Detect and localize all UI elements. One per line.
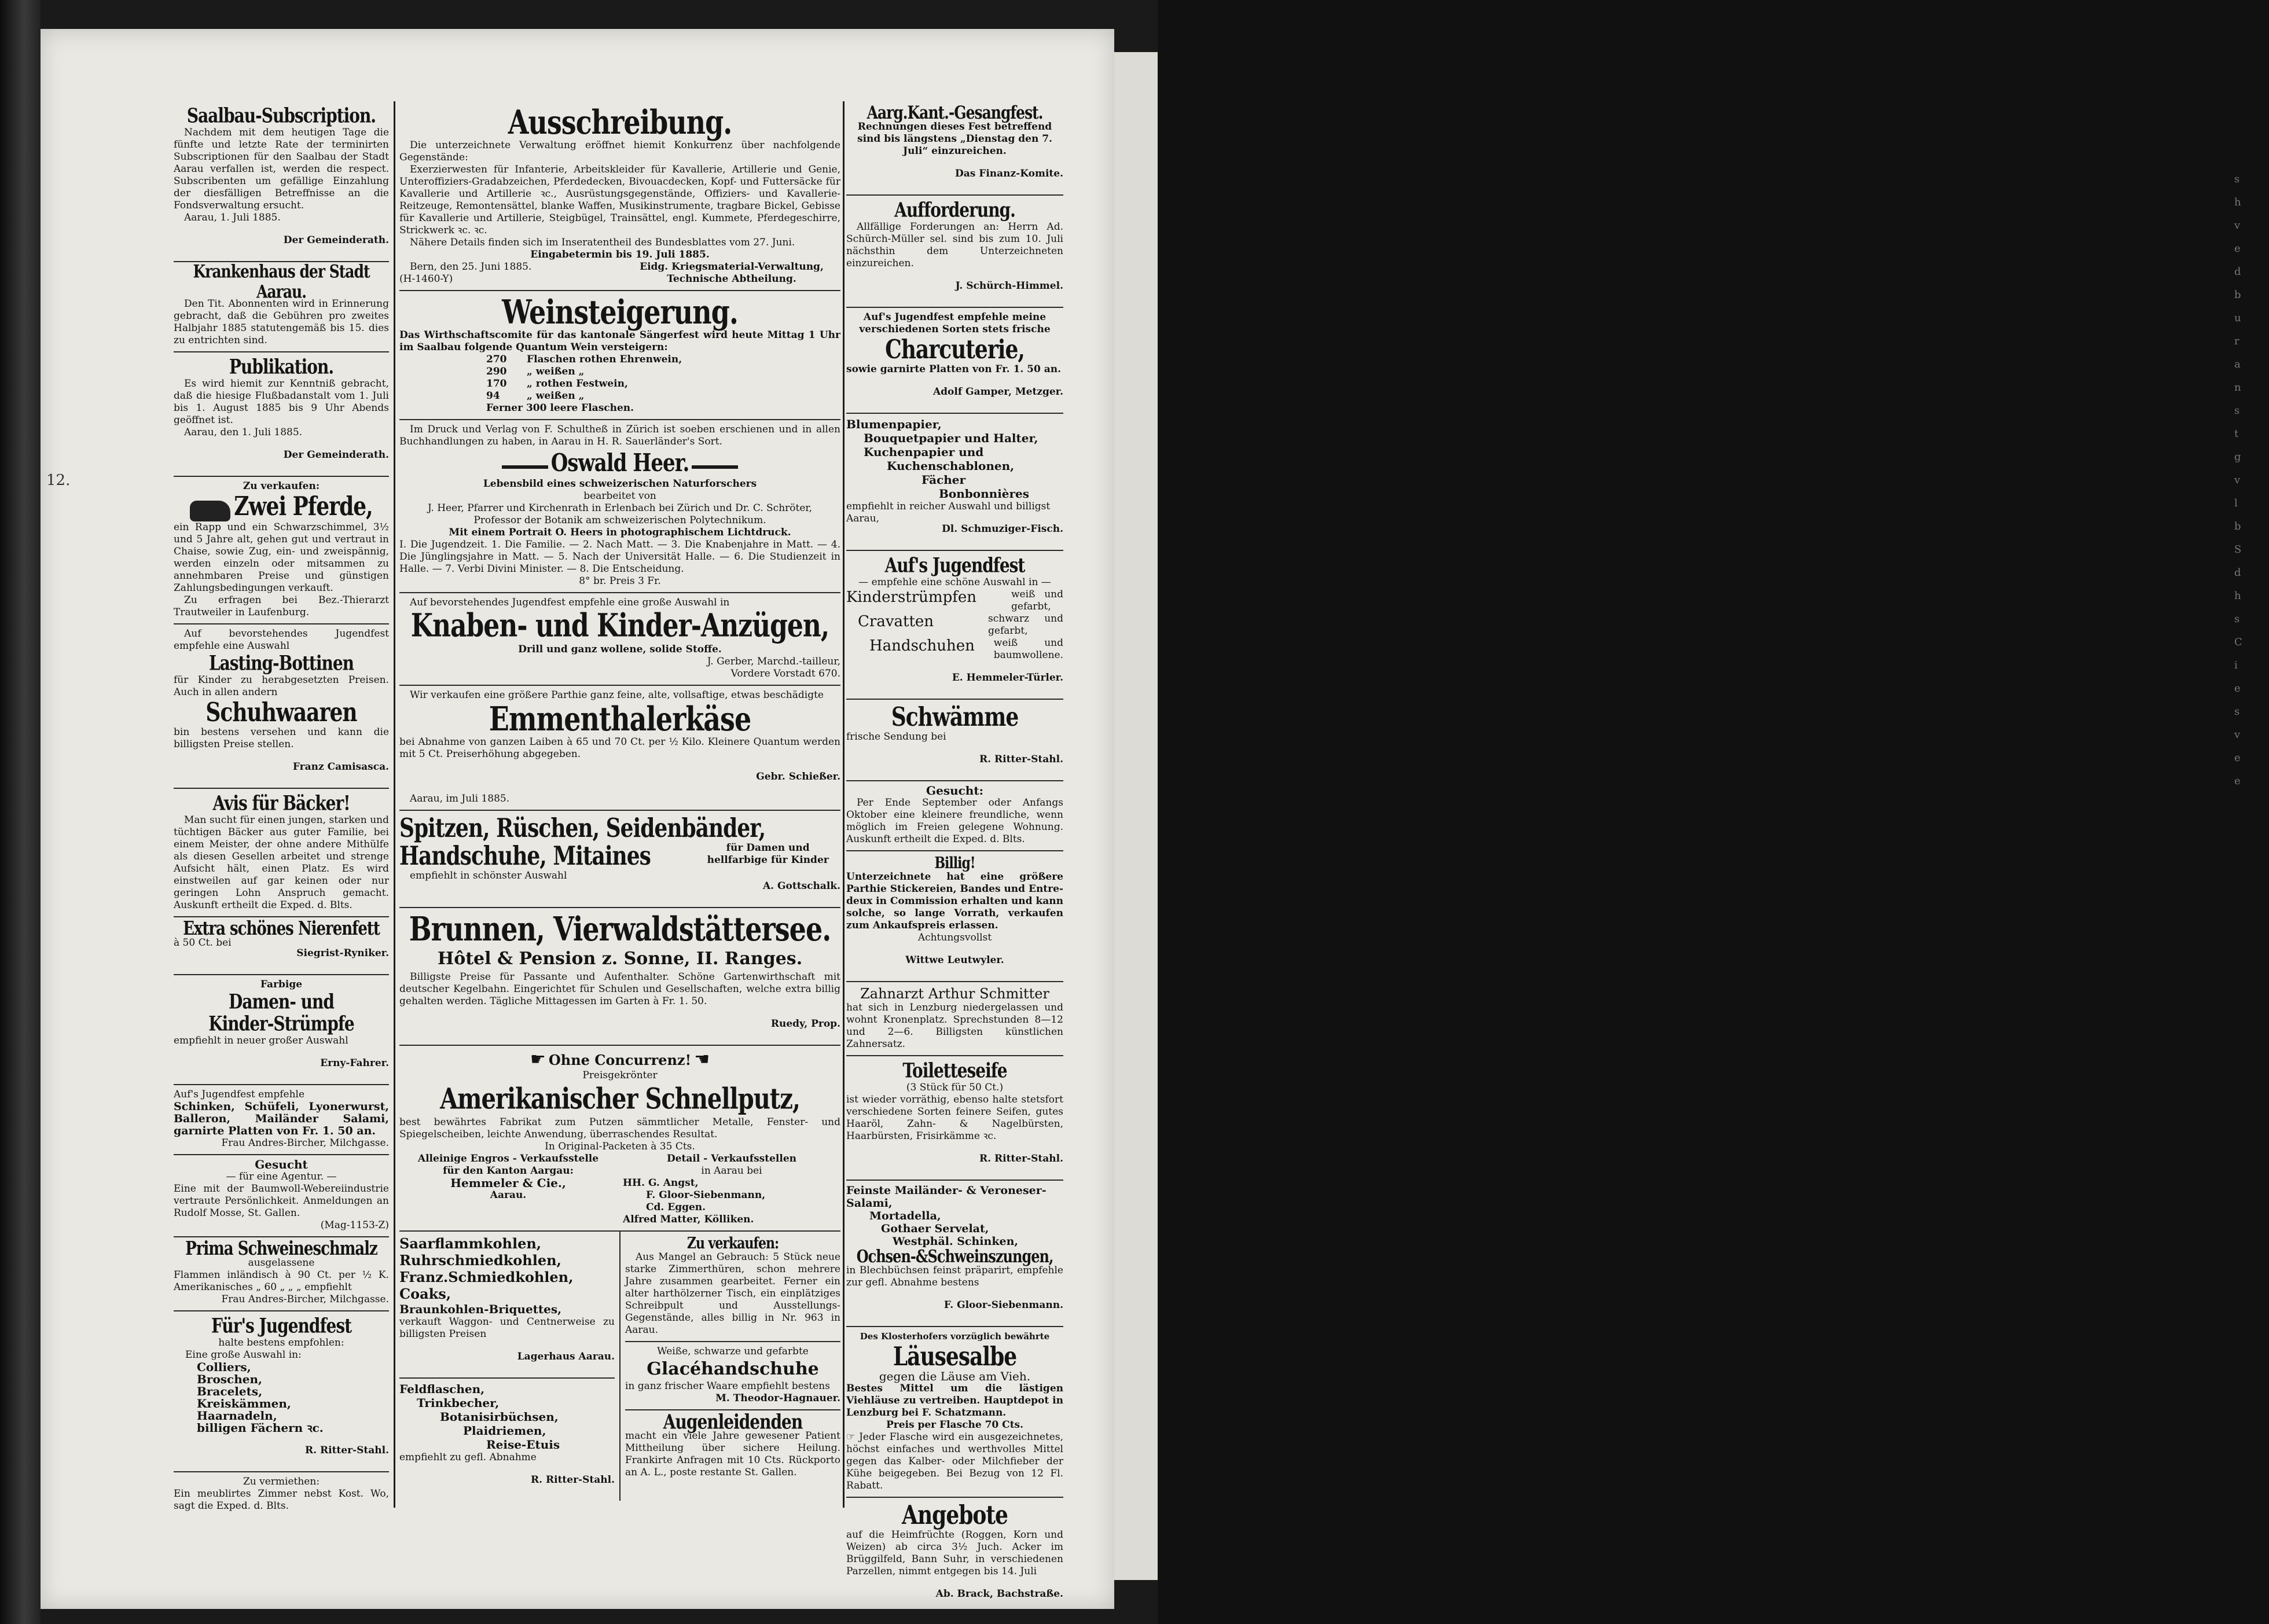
ad-vendor-line: Cd. Eggen.	[646, 1202, 706, 1213]
ad-zu-verkaufen	[625, 1232, 840, 1342]
ad-title: Extra schönes Nierenfett	[183, 917, 380, 940]
ad-signature: Der Gemeinderath.	[283, 449, 389, 461]
ad-ref: (H-1460-Y)	[399, 273, 453, 285]
edge-fragment: e	[2234, 243, 2241, 255]
ad-contents: I. Die Jugendzeit. 1. Die Familie. — 2. Nach Matt. — 3. Die Knabenjahre in Matt. — 4. Die Jünglingsjahre in Matt. — 5. Nach der Universität Halle. — 6. Die Studienzeit in Halle. — 7. Verbi Divini Minister. — 8. Die Entscheidung.	[399, 539, 840, 575]
ad-title: Glacéhandschuhe	[647, 1359, 819, 1379]
ad-vendor-line: für den Kanton Aargau:	[443, 1165, 574, 1177]
ad-signature: R. Ritter-Stahl.	[531, 1474, 615, 1486]
ad-schnellputz	[399, 1046, 840, 1232]
pointing-hand-left-icon: ☚	[694, 1049, 710, 1070]
ad-signature: J. Schürch-Himmel.	[955, 280, 1063, 292]
ad-signature: Lagerhaus Aarau.	[517, 1351, 615, 1362]
ad-pre: Auf bevorstehendes Jugendfest empfehle eine Auswahl	[174, 627, 389, 652]
wine-qty: 290	[486, 366, 507, 377]
ad-title: Zu verkaufen:	[686, 1233, 779, 1253]
product-note: weiß und gefarbt,	[1011, 589, 1063, 612]
ad-intro: Im Druck und Verlag von F. Schultheß in Zürich ist soeben erschienen und in allen Buchhandlungen zu haben, in Aarau in H. R. Sauerländer's Sort.	[399, 424, 840, 447]
ad-body: frische Sendung bei	[846, 731, 946, 743]
ad-emmenthaler	[399, 686, 840, 811]
ad-title: Auf's Jugendfest	[884, 553, 1025, 577]
ad-vendor-line: in Aarau bei	[701, 1165, 762, 1177]
product-name: Kinderstrümpfen	[846, 589, 976, 606]
ad-angebote	[846, 1498, 1063, 1615]
ad-pre: ausgelassene	[248, 1256, 315, 1269]
ad-title: Ochsen-&Schweinszungen,	[856, 1245, 1053, 1267]
edge-fragment: v	[2234, 219, 2241, 232]
ad-title: Augenleidenden	[663, 1409, 803, 1434]
edge-fragment: e	[2234, 752, 2241, 764]
ad-place: Aarau, den 1. Juli 1885.	[184, 427, 303, 438]
ad-title-2: Handschuhe, Mitaines	[399, 840, 651, 872]
list-item: Eine große Auswahl in:	[185, 1349, 302, 1361]
ad-sub: Hôtel & Pension z. Sonne, II. Ranges.	[437, 949, 803, 969]
ad-detail: Nähere Details finden sich im Inseratentheil des Bundesblattes vom 27. Juni.	[410, 237, 795, 248]
ad-title-2: Kinder-Strümpfe	[208, 1011, 354, 1035]
ad-signature: Gebr. Schießer.	[756, 771, 840, 782]
ad-body: Exerzierwesten für Infanterie, Arbeitskleider für Kavallerie, Artillerie und Genie, Unteroffiziers-Gradabzeichen, Pferdedecken, Bivouacdecken, Kopf- und Futtersäcke für Kavallerie und Artillerie ꝛc., Ausrüstungsgegenstände, Offiziers- und Kavallerie-Reitzeuge, Remontensättel, blanke Waffen, Musikinstrumente, tragbare Bickel, Gebisse für Kavallerie und Artillerie, Steigbügel, Trainsättel, engl. Kummete, Pferdegeschirre, Strickwerk ꝛc. ꝛc.	[399, 164, 840, 236]
ad-vendor-line: Hemmeler & Cie.,	[450, 1176, 566, 1190]
ad-title: Schwämme	[891, 701, 1019, 733]
ad-title: Läusesalbe	[893, 1341, 1017, 1372]
ad-price: 8° br. Preis 3 Fr.	[579, 575, 661, 587]
ad-body: empfiehlt zu gefl. Abnahme	[399, 1452, 537, 1463]
ad-body: Bestes Mittel um die lästigen Viehläuse zu vertreiben. Hauptdepot in Lenzburg bei F. Schatzmann.	[846, 1383, 1063, 1419]
edge-fragment: b	[2234, 289, 2241, 301]
pointing-hand-icon: ☞	[846, 1431, 856, 1443]
edge-fragment: a	[2234, 358, 2241, 370]
ad-signature: A. Gottschalk.	[762, 880, 840, 892]
ad-knaben-anzuege	[399, 593, 840, 686]
ad-struempfe	[174, 975, 389, 1085]
ad-weinsteigerung	[399, 291, 840, 420]
ad-body: best bewährtes Fabrikat zum Putzen sämmtlicher Metalle, Fenster- und Spiegelscheiben, leichte Anwendung, überraschendes Resultat.	[399, 1116, 840, 1140]
product-note: schwarz und gefarbt,	[988, 613, 1063, 637]
ad-body: Es wird hiemit zur Kenntniß gebracht, daß die hiesige Flußbadanstalt vom 1. Juli bis 1. August 1885 bis 9 Uhr Abends geöffnet ist.	[174, 378, 389, 426]
edge-fragment: i	[2234, 659, 2238, 671]
ad-salami	[846, 1181, 1063, 1327]
ad-nierenfett	[174, 917, 389, 975]
edge-fragment: v	[2234, 474, 2241, 486]
ad-gesucht-wohnung	[846, 781, 1063, 851]
edge-fragment: v	[2234, 729, 2241, 741]
column-left	[174, 101, 389, 1512]
ad-body: Billigste Preise für Passante und Aufenthalter. Schöne Gartenwirthschaft mit deutscher Kegelbahn. Eingerichtet für Schulen und Gesellschaften, welche extra billig gehalten werden. Tägliche Mittagessen im Garten à Fr. 1. 50.	[399, 971, 840, 1007]
ad-pre: Wir verkaufen eine größere Parthie ganz feine, alte, vollsaftige, etwas beschädigte	[410, 689, 824, 701]
ad-body: verkauft Waggon- und Centnerweise zu billigsten Preisen	[399, 1316, 615, 1340]
wine-desc: „ rothen Festwein,	[527, 378, 628, 390]
ad-body: Drill und ganz wollene, solide Stoffe.	[518, 644, 722, 655]
ad-sub: — empfehle eine schöne Auswahl in —	[858, 576, 1051, 588]
ad-pre: Zu verkaufen:	[243, 480, 320, 492]
ad-body: Flammen inländisch à 90 Ct. per ½ K. Amerikanisches „ 60 „ „ „ empfiehlt	[174, 1269, 389, 1293]
ad-greeting: Achtungsvollst	[917, 932, 992, 943]
list-item: billigen Fächern ꝛc.	[197, 1420, 324, 1435]
wine-desc: Flaschen rothen Ehrenwein,	[527, 354, 682, 365]
ad-publikation	[174, 352, 389, 477]
ad-side: für Damen und hellfarbige für Kinder	[707, 842, 829, 866]
ad-deadline: Eingabetermin bis 19. Juli 1885.	[530, 249, 710, 260]
ad-pre: Auf's Jugendfest empfehle meine verschiedenen Sorten stets frische	[859, 311, 1051, 335]
ad-title: Prima Schweineschmalz	[185, 1237, 377, 1260]
ad-pre: Auf's Jugendfest empfehle	[174, 1088, 305, 1100]
ad-signature: Erny-Fahrer.	[320, 1057, 389, 1069]
ad-body: ist wieder vorräthig, ebenso halte stetsfort verschiedene Sorten feinere Seifen, gutes Haaröl, Zahn- & Nagelbürsten, Haarbürsten, Frisirkämme ꝛc.	[846, 1094, 1063, 1142]
list-item: Bouquetpapier und Halter,	[864, 431, 1038, 445]
ad-signature: R. Ritter-Stahl.	[305, 1444, 389, 1456]
list-item: Franz.Schmiedkohlen,	[399, 1269, 574, 1285]
ad-signature: Siegrist-Ryniker.	[296, 947, 389, 959]
ad-pre-2: Preisgekrönter	[582, 1070, 658, 1081]
ad-title: Knaben- und Kinder-Anzügen,	[410, 607, 829, 645]
list-item: Bracelets,	[197, 1384, 263, 1398]
ad-title: Angebote	[902, 1500, 1008, 1531]
ad-signature: R. Ritter-Stahl.	[979, 1153, 1063, 1164]
ad-signature: Dl. Schmuziger-Fisch.	[942, 523, 1063, 535]
ad-vendor-line: Detail - Verkaufsstellen	[666, 1153, 796, 1164]
wine-qty: 270	[486, 354, 507, 365]
ad-body: sowie garnirte Platten von Fr. 1. 50 an.	[846, 363, 1062, 375]
list-item: Gothaer Servelat,	[881, 1222, 989, 1235]
ad-toiletteseife	[846, 1056, 1063, 1181]
list-item: Westphäl. Schinken,	[893, 1235, 1019, 1248]
ad-title: Oswald Heer.	[550, 449, 689, 477]
ad-title: Publikation.	[229, 354, 334, 379]
ad-pre: halte bestens empfohlen:	[218, 1336, 344, 1349]
ad-price: Preis per Flasche 70 Cts.	[886, 1419, 1024, 1431]
ad-feldflaschen	[399, 1379, 615, 1501]
ad-title: Saalbau-Subscription.	[186, 103, 376, 127]
ad-title: Spitzen, Rüschen, Seidenbänder,	[399, 813, 766, 844]
rule-mark	[502, 465, 548, 469]
wine-tail: Ferner 300 leere Flaschen.	[486, 402, 634, 414]
ad-body: Nachdem mit dem heutigen Tage die fünfte und letzte Rate der terminirten Subscriptionen für den Saalbau der Stadt Aarau verfallen ist, werden die respect. Subscribenten um gefällige Einzahlung der diesfälligen Betreffnisse an die Fondsverwaltung ersucht.	[174, 127, 389, 211]
edge-fragment: d	[2234, 266, 2241, 278]
item-list	[174, 1349, 389, 1434]
ad-signature: J. Gerber, Marchd.-tailleur,	[707, 656, 840, 667]
list-item: Botanisirbüchsen,	[440, 1410, 559, 1424]
ad-schwaemme	[846, 700, 1063, 781]
next-page-edge-text	[2234, 168, 2269, 1557]
list-item: Bonbonnières	[939, 487, 1030, 501]
edge-fragment: b	[2234, 520, 2241, 532]
ad-title: Gesucht:	[926, 784, 983, 798]
edge-fragment: e	[2234, 682, 2241, 695]
edge-fragment: t	[2234, 428, 2239, 440]
ad-title: Für's Jugendfest	[211, 1313, 352, 1338]
ad-signature: M. Theodor-Hagnauer.	[715, 1392, 840, 1404]
wine-qty: 94	[486, 390, 500, 402]
product-name: Handschuhen	[869, 637, 975, 655]
list-item: Blumenpapier,	[846, 417, 942, 431]
ad-jugendfest-schmuck	[174, 1311, 389, 1472]
ad-sub: Lebensbild eines schweizerischen Naturforschers	[483, 478, 757, 490]
ad-portrait-note: Mit einem Portrait O. Heers in photographischem Lichtdruck.	[449, 527, 791, 538]
ad-title: Emmenthalerkäse	[489, 699, 751, 738]
list-item: Plaidriemen,	[463, 1424, 546, 1438]
ad-signature: Ab. Brack, Bachstraße.	[935, 1588, 1063, 1600]
ad-author-line: bearbeitet von	[583, 490, 656, 502]
ad-signature: Wittwe Leutwyler.	[905, 954, 1004, 966]
ad-signature: Ruedy, Prop.	[770, 1018, 840, 1030]
ad-title: Damen- und	[229, 989, 334, 1013]
ad-title: Weinsteigerung.	[502, 292, 738, 332]
ad-body: à 50 Ct. bei	[174, 936, 232, 949]
ad-baecker	[174, 789, 389, 917]
ad-body: ein Rapp und ein Schwarzschimmel, 3½ und 5 Jahre alt, gehen gut und vertraut in Chaise, sowie Zug, ein- und zweispännig, werden einzeln oder mitsammen zu annehmbaren Preise und günstigen Zahlungsbedingungen verkauft.	[174, 521, 389, 594]
ad-tail: Jeder Flasche wird ein ausgezeichnetes, höchst einfaches und werthvolles Mittel gegen das Kalber- oder Milchfieber der Kühe beigegeben. Bei Bezug von 12 Fl. Rabatt.	[846, 1431, 1063, 1491]
edge-fragment: u	[2234, 312, 2241, 324]
wine-desc: „ weißen „	[527, 366, 585, 377]
product-name: Cravatten	[858, 613, 934, 630]
ad-ausschreibung	[399, 101, 840, 291]
ad-body: macht ein viele Jahre gewesener Patient Mittheilung über sichere Heilung. Frankirte Anfragen mit 10 Cts. Rückporto an A. L., poste restante St. Gallen.	[625, 1430, 840, 1478]
ad-vendor-line: F. Gloor-Siebenmann,	[646, 1189, 766, 1201]
ad-body: Schinken, Schüfeli, Lyonerwurst, Balleron, Mailänder Salami, garnirte Platten von Fr. 1. 50 an.	[174, 1100, 389, 1137]
ad-tail: Zu erfragen bei Bez.-Thierarzt Trautweiler in Laufenburg.	[174, 594, 389, 618]
ad-title: Amerikanischer Schnellputz,	[440, 1082, 800, 1116]
ad-body: Ein meublirtes Zimmer nebst Kost. Wo, sagt die Exped. d. Blts.	[174, 1487, 389, 1512]
list-item: Ruhrschmiedkohlen,	[399, 1252, 561, 1269]
ad-pre: Auf bevorstehendes Jugendfest empfehle eine große Auswahl in	[410, 597, 730, 608]
edge-fragment: s	[2234, 405, 2240, 417]
ad-schweineschmalz	[174, 1237, 389, 1311]
edge-fragment: e	[2234, 775, 2241, 787]
edge-fragment: g	[2234, 451, 2241, 463]
ad-signature: Adolf Gamper, Metzger.	[932, 386, 1063, 398]
list-item: Feinste Mailänder- & Veroneser-Salami,	[846, 1184, 1047, 1210]
ad-signature: Eidg. Kriegsmaterial-Verwaltung,	[640, 261, 824, 273]
column-middle	[399, 101, 840, 1505]
list-item: Trinkbecher,	[417, 1396, 500, 1410]
ad-body: Aus Mangel an Gebrauch: 5 Stück neue starke Zimmerthüren, schon mehrere Jahre zusammen gearbeitet. Ferner ein alter harthölzerner Tisch, ein einplätziges Schreibpult und Ausstellungs-Gegenstände, alles billig in Nr. 963 in Aarau.	[625, 1251, 840, 1336]
ad-place: Bern, den 25. Juni 1885.	[410, 261, 532, 273]
edge-fragment: C	[2234, 636, 2242, 648]
ad-blumenpapier	[846, 414, 1063, 551]
ad-title: Brunnen, Vierwaldstättersee.	[409, 909, 831, 949]
split-row	[399, 1232, 840, 1501]
ad-vendor-line: Aarau.	[490, 1189, 527, 1201]
ad-ref: (Mag-1153-Z)	[320, 1219, 389, 1231]
ad-zahnarzt	[846, 982, 1063, 1056]
ad-title: Zwei Pferde,	[234, 491, 373, 522]
list-item: Kuchenpapier und	[864, 445, 984, 459]
ad-body: bei Abnahme von ganzen Laiben à 65 und 70 Ct. per ½ Kilo. Kleinere Quantum werden mit 5 Ct. Preiserhöhung abgegeben.	[399, 736, 840, 760]
list-item: Mortadella,	[869, 1210, 941, 1222]
column-rule-1	[394, 101, 395, 1508]
ad-body: auf die Heimfrüchte (Roggen, Korn und Weizen) ab circa 3½ Juch. Acker im Brüggilfeld, Bann Suhr, in verschiedenen Parzellen, nimmt entgegen bis 14. Juli	[846, 1529, 1063, 1577]
list-item: Haarnadeln,	[197, 1408, 277, 1423]
ad-spitzen	[399, 811, 840, 908]
ad-signature: Frau Andres-Bircher, Milchgasse.	[221, 1293, 389, 1305]
ad-title: Avis für Bäcker!	[212, 791, 350, 815]
ad-krankenhaus	[174, 262, 389, 352]
edge-fragment: h	[2234, 196, 2241, 208]
ad-jugendfest-kinder	[846, 551, 1063, 700]
ad-signature: Franz Camisasca.	[292, 760, 389, 773]
ad-author-line: Professor der Botanik am schweizerischen Polytechnikum.	[473, 515, 766, 526]
ad-pre: Farbige	[260, 978, 303, 990]
ad-title: Lasting-Bottinen	[208, 651, 354, 675]
ad-place: Aarau, im Juli 1885.	[410, 793, 510, 804]
ad-signature: R. Ritter-Stahl.	[979, 754, 1063, 765]
ad-body: empfiehlt in schönster Auswahl	[410, 870, 567, 881]
ad-body: Rechnungen dieses Fest betreffend sind bis längstens „Dienstag den 7. Juli“ einzureichen.	[857, 121, 1052, 157]
ad-body: bin bestens versehen und kann die billigsten Preise stellen.	[174, 726, 389, 750]
product-note: weiß und baumwollene.	[993, 637, 1064, 661]
ad-signature: Frau Andres-Bircher, Milchgasse.	[221, 1137, 389, 1149]
ad-intro: Die unterzeichnete Verwaltung eröffnet hiemit Konkurrenz über nachfolgende Gegenstände:	[399, 139, 840, 163]
list-item: Kreiskämmen,	[197, 1396, 291, 1410]
ad-pack: In Original-Packeten à 35 Cts.	[545, 1141, 695, 1152]
ad-pre: Zu vermiethen:	[243, 1475, 320, 1487]
ad-title: Ausschreibung.	[508, 102, 732, 142]
ad-billig	[846, 851, 1063, 982]
ad-place: Aarau,	[846, 513, 880, 524]
ad-author-line: J. Heer, Pfarrer und Kirchenrath in Erlenbach bei Zürich und Dr. C. Schröter,	[427, 502, 813, 514]
ad-charcuterie	[846, 308, 1063, 414]
list-item: Reise-Etuis	[486, 1438, 560, 1452]
ad-body: in ganz frischer Waare empfiehlt bestens	[625, 1380, 830, 1392]
list-item: Braunkohlen-Briquettes,	[399, 1302, 562, 1316]
ad-title: Toiletteseife	[902, 1058, 1007, 1082]
rule-mark	[692, 465, 738, 469]
wine-list	[399, 354, 840, 414]
next-page-edge	[1114, 52, 2242, 1580]
ad-title: Charcuterie,	[885, 334, 1025, 365]
ad-kohlen	[399, 1232, 615, 1379]
ad-body: Man sucht für einen jungen, starken und tüchtigen Bäcker aus guter Familie, bei einem Meister, der ohne andere Mithülfe als diesen Gesellen arbeitet und strenge Aufsicht hält, einen Platz. Es wird einstweilen auf gar keinen oder nur geringen Lohn Anspruch gemacht. Auskunft ertheilt die Exped. d. Blts.	[174, 814, 389, 911]
ad-title: Zahnarzt Arthur Schmitter	[860, 986, 1049, 1002]
edge-fragment: s	[2234, 613, 2240, 625]
ad-body: hat sich in Lenzburg niedergelassen und wohnt Kronenplatz. Sprechstunden 8—12 und 2—6. Billigsten künstlichen Zahnersatz.	[846, 1002, 1063, 1050]
ad-body: Eine mit der Baumwoll-Webereiindustrie vertraute Persönlichkeit. Anmeldungen an Rudolf Mosse, St. Gallen.	[174, 1182, 389, 1219]
ad-sub: — für eine Agentur. —	[226, 1170, 337, 1182]
ad-laeusesalbe	[846, 1327, 1063, 1498]
ad-title: Gesucht	[255, 1157, 308, 1171]
binding-strip	[0, 0, 41, 1624]
ad-title-2: Schuhwaaren	[205, 697, 357, 728]
ad-signature-2: Technische Abtheilung.	[667, 273, 796, 285]
ad-body: empfiehlt in neuer großer Auswahl	[174, 1034, 348, 1046]
edge-fragment: s	[2234, 173, 2240, 185]
ad-gesangfest	[846, 101, 1063, 196]
ad-signature: Der Gemeinderath.	[283, 234, 389, 246]
edge-fragment: s	[2234, 706, 2240, 718]
ad-title: Billig!	[934, 853, 975, 873]
ad-title: Aarg.Kant.-Gesangfest.	[867, 102, 1043, 123]
ad-body: empfiehlt in reicher Auswahl und billigst	[846, 501, 1051, 512]
ad-jugendfest-wurst	[174, 1085, 389, 1155]
horse-icon	[190, 501, 230, 521]
pointing-hand-right-icon: ☛	[530, 1049, 546, 1070]
ad-body: Unterzeichnete hat eine größere Parthie Stickereien, Bandes und Entre-deux in Commission erhalten und kann solche, so lange Vorrath, verkaufen zum Ankaufspreis erlassen.	[846, 871, 1063, 931]
ad-sub: (3 Stück für 50 Ct.)	[906, 1082, 1004, 1093]
ad-schuhwaaren	[174, 624, 389, 789]
ad-body: Per Ende September oder Anfangs Oktober eine kleinere freundliche, wenn möglich im Freien gelegene Wohnung. Auskunft ertheilt die Exped. d. Blts.	[846, 797, 1063, 845]
ad-oswald-heer	[399, 420, 840, 593]
ad-vendor-line: Alfred Matter, Kölliken.	[623, 1214, 754, 1225]
ad-pre: Weiße, schwarze und gefarbte	[657, 1346, 809, 1357]
list-item: Coaks,	[399, 1285, 451, 1302]
ad-title: Krankenhaus der Stadt Aarau.	[193, 260, 370, 302]
wine-desc: „ weißen „	[527, 390, 585, 402]
list-item: Broschen,	[197, 1372, 262, 1386]
wine-qty: 170	[486, 378, 507, 390]
ad-pre: Ohne Concurrenz!	[548, 1052, 692, 1068]
list-item: Kuchenschablonen,	[887, 459, 1015, 473]
list-item: Colliers,	[197, 1360, 251, 1374]
list-item: Feldflaschen,	[399, 1382, 485, 1396]
ad-body: Den Tit. Abonnenten wird in Erinnerung gebracht, daß die Gebühren pro zweites Halbjahr 1885 statutengemäß bis 15. dies zu entrichten sind.	[174, 298, 389, 346]
ad-place: Aarau, 1. Juli 1885.	[184, 212, 281, 223]
ad-vermiethen	[174, 1472, 389, 1517]
ad-signature: F. Gloor-Siebenmann.	[943, 1299, 1063, 1311]
ad-brunnen	[399, 908, 840, 1046]
ad-vendor-line: HH. G. Angst,	[623, 1177, 699, 1189]
ad-agentur	[174, 1155, 389, 1237]
ad-body: Das Wirthschaftscomite für das kantonale Sängerfest wird heute Mittag 1 Uhr im Saalbau folgende Quantum Wein versteigern:	[399, 329, 840, 353]
ad-augenleidenden	[625, 1410, 840, 1483]
ad-signature: Das Finanz-Komite.	[955, 168, 1063, 179]
list-item: Saarflammkohlen,	[399, 1235, 542, 1252]
ad-address: Vordere Vorstadt 670.	[730, 668, 840, 679]
ad-glacehandschuhe	[625, 1342, 840, 1410]
ad-title: Aufforderung.	[894, 197, 1015, 222]
edge-fragment: d	[2234, 567, 2241, 579]
ad-body: in Blechbüchsen feinst präparirt, empfehle zur gefl. Abnahme bestens	[846, 1265, 1063, 1288]
margin-note: 12.	[46, 472, 71, 489]
ad-pferde	[174, 477, 389, 624]
ad-vendor-line: Alleinige Engros - Verkaufsstelle	[417, 1153, 599, 1164]
ad-aufforderung	[846, 196, 1063, 308]
column-rule-2	[843, 101, 845, 1508]
edge-fragment: l	[2234, 497, 2238, 509]
edge-fragment: S	[2234, 543, 2242, 556]
ad-pre: Des Klosterhofers vorzüglich bewährte	[860, 1331, 1050, 1342]
edge-fragment: n	[2234, 381, 2241, 394]
ad-mid: für Kinder zu herabgesetzten Preisen. Auch in allen andern	[174, 674, 389, 698]
list-item: Fächer	[921, 473, 966, 487]
ad-saalbau	[174, 101, 389, 262]
edge-fragment: r	[2234, 335, 2239, 347]
edge-fragment: h	[2234, 590, 2241, 602]
ad-sub: gegen die Läuse am Vieh.	[879, 1369, 1031, 1383]
ad-signature: E. Hemmeler-Türler.	[952, 672, 1063, 684]
column-right	[846, 101, 1064, 1600]
ad-body: Allfällige Forderungen an: Herrn Ad. Schürch-Müller sel. sind bis zum 10. Juli nächsthin dem Unterzeichneten einzureichen.	[846, 221, 1063, 269]
